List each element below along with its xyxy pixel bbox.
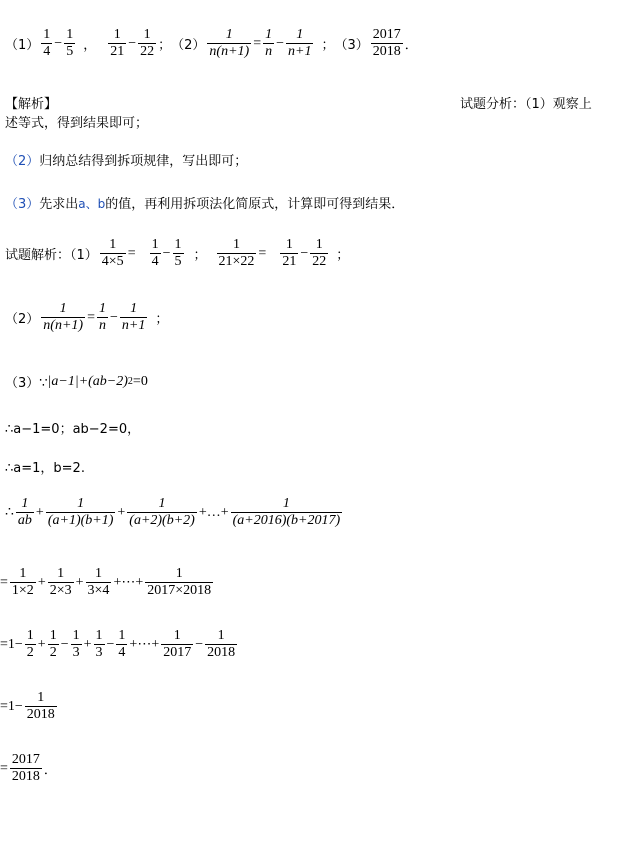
part-label: （1） (5, 38, 40, 53)
step-simplified: =1− $\frac{1}{2018}$ (0, 690, 55, 722)
solution-part-3: （3）∵ |a−1|+(ab−2) 2 =0 (5, 373, 148, 391)
fraction: $\frac{1}{5}$ (66, 27, 74, 59)
fraction: $\frac{1}{4}$ (43, 27, 51, 59)
part-label: （2） (171, 38, 206, 53)
solution-step-2: ∴a=1，b=2. (5, 461, 85, 476)
solution-step-1: ∴a−1=0；ab−2=0， (5, 422, 141, 437)
analysis-heading: 试题分析：（1）观察上 (460, 97, 592, 112)
fraction: $\frac{2017}{2018}$ (372, 27, 401, 59)
final-result: = $\frac{2017}{2018}$ ． (0, 752, 57, 784)
fraction: $\frac{1}{n+1}$ (288, 27, 312, 59)
step-telescoping: =1− $\frac{1}{2}$ + $\frac{1}{2}$ − $\frac{1}{3}$ + $\frac{1}{3}$ − $\frac{1}{4}$ +⋯+ $\frac{1}{2017}$ − $\frac{1}{2018}$ (0, 628, 236, 660)
analysis-line-1: 述等式，得到结果即可； (5, 116, 149, 131)
solution-part-2: （2） $\frac{1}{n(n+1)}$ = $\frac{1}{n}$ − $\frac{1}{n+1}$ ； (5, 301, 169, 333)
analysis-line-3: （3）先求出a、b的值，再利用拆项法化简原式，计算即可得到结果． (5, 197, 405, 212)
fraction: $\frac{1}{22}$ (140, 27, 155, 59)
solution-part-1: 试题解析：（1） $\frac{1}{4\times 5}$ = $\frac{1}{4}$ − $\frac{1}{5}$ ； $\frac{1}{21\times 22}$ = $\frac{1}{21}$ − $\frac{1}{22}$ ； (5, 237, 350, 269)
sum-expression: ∴ $\frac{1}{ab}$ + $\frac{1}{(a+1)(b+1)}$ + $\frac{1}{(a+2)(b+2)}$ +…+ $\frac{1}{(a+2016)(b+2017)}$ (5, 496, 341, 528)
fraction: $\frac{1}{n(n+1)}$ (209, 27, 250, 59)
part-label: （3） (334, 38, 369, 53)
fraction: $\frac{1}{n}$ (265, 27, 273, 59)
fraction: $\frac{1}{21}$ (110, 27, 125, 59)
analysis-line-2: （2）归纳总结得到拆项规律，写出即可； (5, 154, 248, 169)
analysis-tag: 【解析】 (5, 97, 58, 112)
answer-line: （1） $\frac{1}{4}$ − $\frac{1}{5}$ ， $\frac{1}{21}$ − $\frac{1}{22}$ ； （2） $\frac{1}{n(n+1)}$ = $\frac{1}{n}$ − $\frac{1}{n+1}$ ； （3） $\frac{2017}{2018}$ ． (5, 27, 418, 59)
step-products: = $\frac{1}{1\times 2}$ + $\frac{1}{2\times 3}$ + $\frac{1}{3\times 4}$ +⋯+ $\frac{1}{2017\times 2018}$ (0, 566, 212, 598)
